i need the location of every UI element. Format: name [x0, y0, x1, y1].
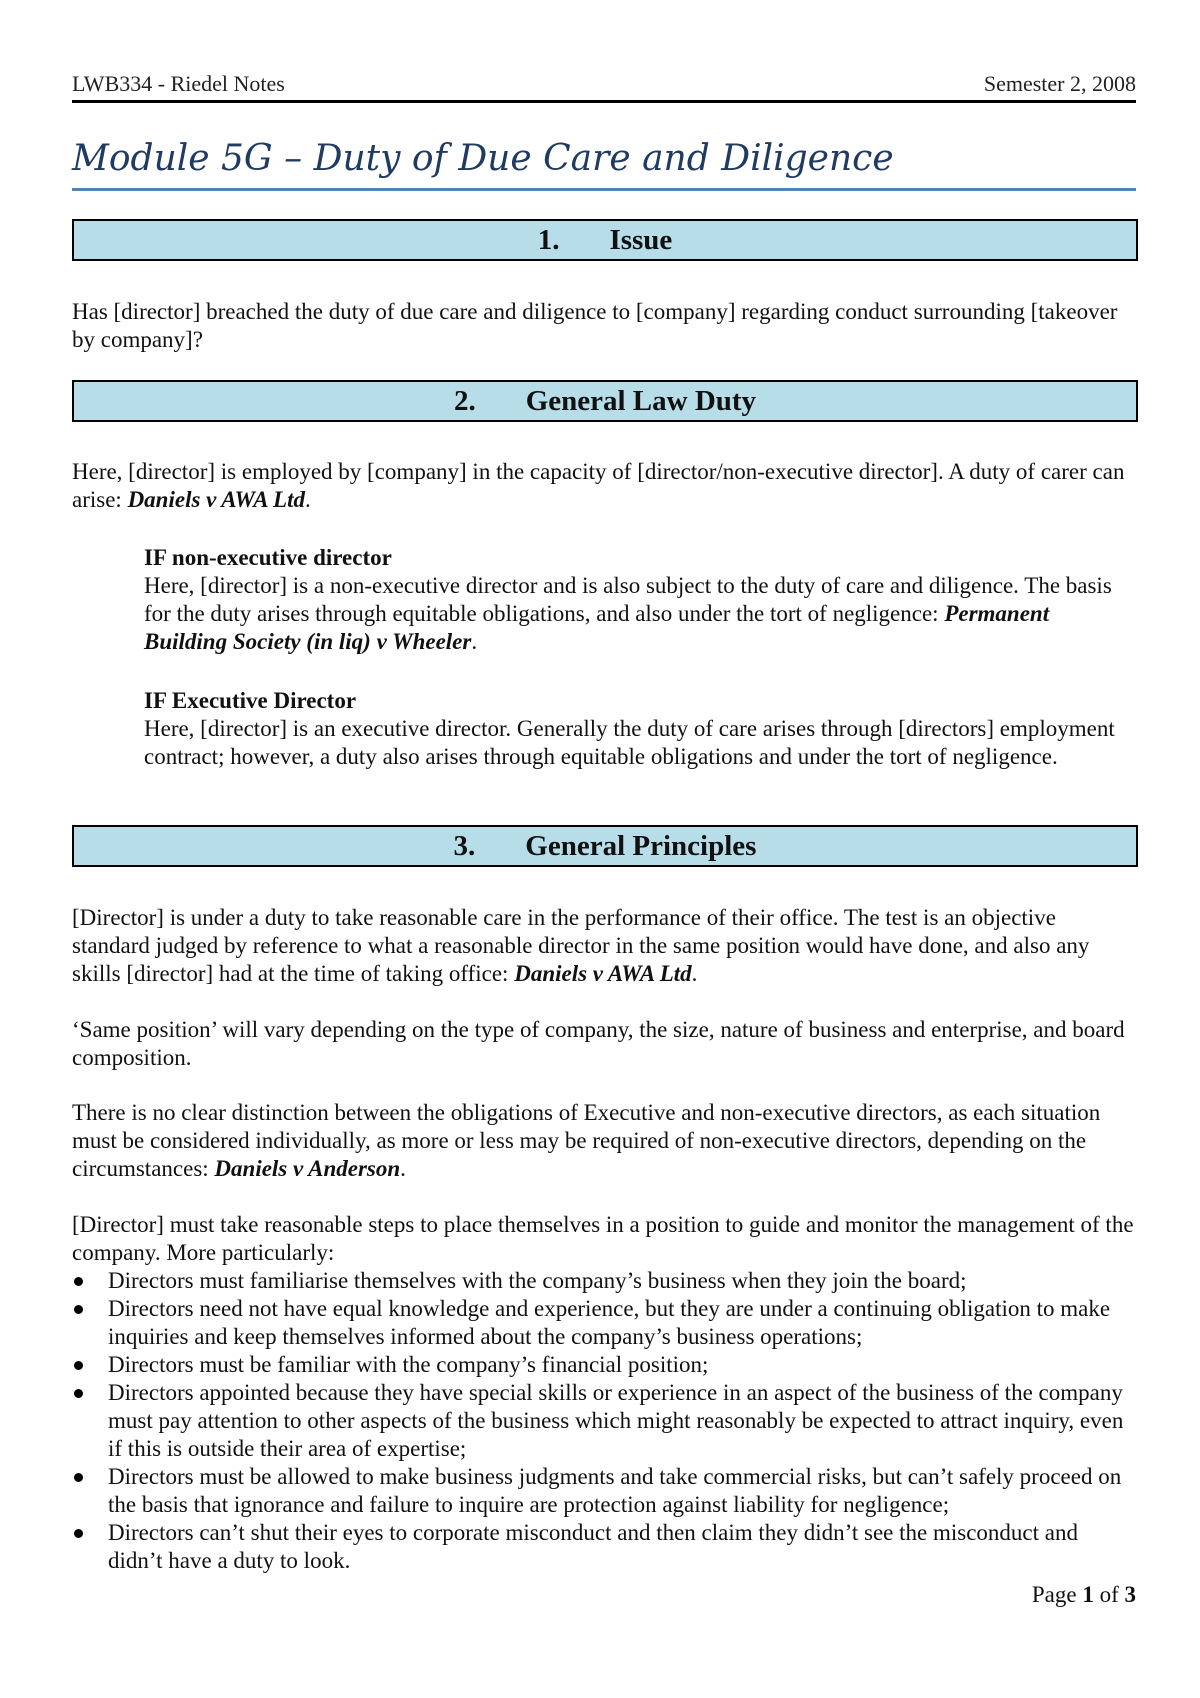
- punctuation: .: [471, 629, 478, 654]
- current-page-number: 1: [1082, 1582, 1094, 1607]
- list-item: Directors must be allowed to make business judgments and take commercial risks, but can’t safely proceed on the basis that ignorance and failure to inquire are protection against liability for negligence;: [72, 1463, 1136, 1519]
- paragraph-text: [Director] is under a duty to take reasonable care in the performance of their office. The test is an objective standard judged by reference to what a reasonable director in the same position would have done, and also any skills [director] had at the time of taking office:: [72, 905, 1090, 986]
- paragraph-text: ‘Same position’ will vary depending on the type of company, the size, nature of business and enterprise, and board composition.: [72, 1017, 1125, 1070]
- section-heading-issue: [72, 219, 1138, 261]
- section-number: 1.: [537, 224, 560, 256]
- list-item: Directors must be familiar with the company’s financial position;: [72, 1351, 1136, 1379]
- section-heading-general-law-duty: [72, 380, 1138, 422]
- principles-paragraph-1: [72, 904, 1136, 988]
- punctuation: .: [691, 961, 698, 986]
- paragraph-text: [Director] must take reasonable steps to place themselves in a position to guide and monitor the management of the company. More particularly:: [72, 1212, 1134, 1265]
- non-executive-director-block: [144, 544, 1136, 656]
- list-item: Directors can’t shut their eyes to corporate misconduct and then claim they didn’t see the misconduct and didn’t have a duty to look.: [72, 1519, 1136, 1575]
- punctuation: .: [400, 1156, 406, 1181]
- list-item: Directors appointed because they have special skills or experience in an aspect of the business of the company must pay attention to other aspects of the business which might reasonably be expected to attract inquiry, even if this is outside their area of expertise;: [72, 1379, 1136, 1463]
- page-footer: [1032, 1581, 1136, 1609]
- non-exec-text: Here, [director] is a non-executive director and is also subject to the duty of care and diligence. The basis for the duty arises through equitable obligations, and also under the tort of negligence:: [144, 573, 1112, 626]
- executive-director-block: [144, 687, 1136, 771]
- issue-text: Has [director] breached the duty of due care and diligence to [company] regarding conduct surrounding [takeover by company]?: [72, 299, 1118, 352]
- page-header: [72, 70, 1136, 103]
- principles-paragraph-3: [72, 1099, 1136, 1183]
- section-title: General Law Duty: [525, 385, 757, 417]
- principles-bullet-list: [72, 1267, 1136, 1575]
- header-course: LWB334 - Riedel Notes: [72, 71, 285, 96]
- list-item: Directors need not have equal knowledge and experience, but they are under a continuing obligation to make inquiries and keep themselves informed about the company’s business operations;: [72, 1295, 1136, 1351]
- section-heading-general-principles: [72, 825, 1138, 867]
- principles-paragraph-4: [72, 1211, 1136, 1575]
- intro-text: Here, [director] is employed by [company] in the capacity of [director/non-executive director]. A duty of carer can arise:: [72, 459, 1125, 512]
- footer-of-label: of: [1099, 1582, 1119, 1607]
- section-number: 2.: [453, 385, 476, 417]
- section-number: 3.: [453, 830, 476, 862]
- issue-paragraph: [72, 298, 1136, 354]
- case-citation: Daniels v AWA Ltd: [514, 961, 692, 986]
- header-semester: Semester 2, 2008: [983, 71, 1136, 96]
- exec-text: Here, [director] is an executive director. Generally the duty of care arises through [directors] employment contract; however, a duty also arises through equitable obligations and under the tort of negligence.: [144, 716, 1115, 769]
- total-page-count: 3: [1124, 1582, 1136, 1607]
- case-citation: Daniels v Anderson: [214, 1156, 401, 1181]
- case-citation: Permanent Building Society (in liq) v Wheeler: [144, 601, 1050, 654]
- paragraph-text: There is no clear distinction between the obligations of Executive and non-executive directors, as each situation must be considered individually, as more or less may be required of non-executive directors, depending on the circumstances:: [72, 1100, 1101, 1181]
- section-title: Issue: [609, 224, 673, 256]
- case-citation: Daniels v AWA Ltd: [127, 487, 305, 512]
- exec-heading: IF Executive Director: [144, 688, 357, 713]
- footer-page-label: Page: [1031, 1582, 1077, 1607]
- punctuation: .: [305, 487, 311, 512]
- principles-paragraph-2: [72, 1016, 1136, 1072]
- non-exec-heading: IF non-executive director: [144, 545, 392, 570]
- page-title: Module 5G – Duty of Due Care and Diligence: [72, 134, 1136, 191]
- list-item: Directors must familiarise themselves with the company’s business when they join the board;: [72, 1267, 1136, 1295]
- general-law-intro: [72, 458, 1136, 514]
- section-title: General Principles: [525, 830, 757, 862]
